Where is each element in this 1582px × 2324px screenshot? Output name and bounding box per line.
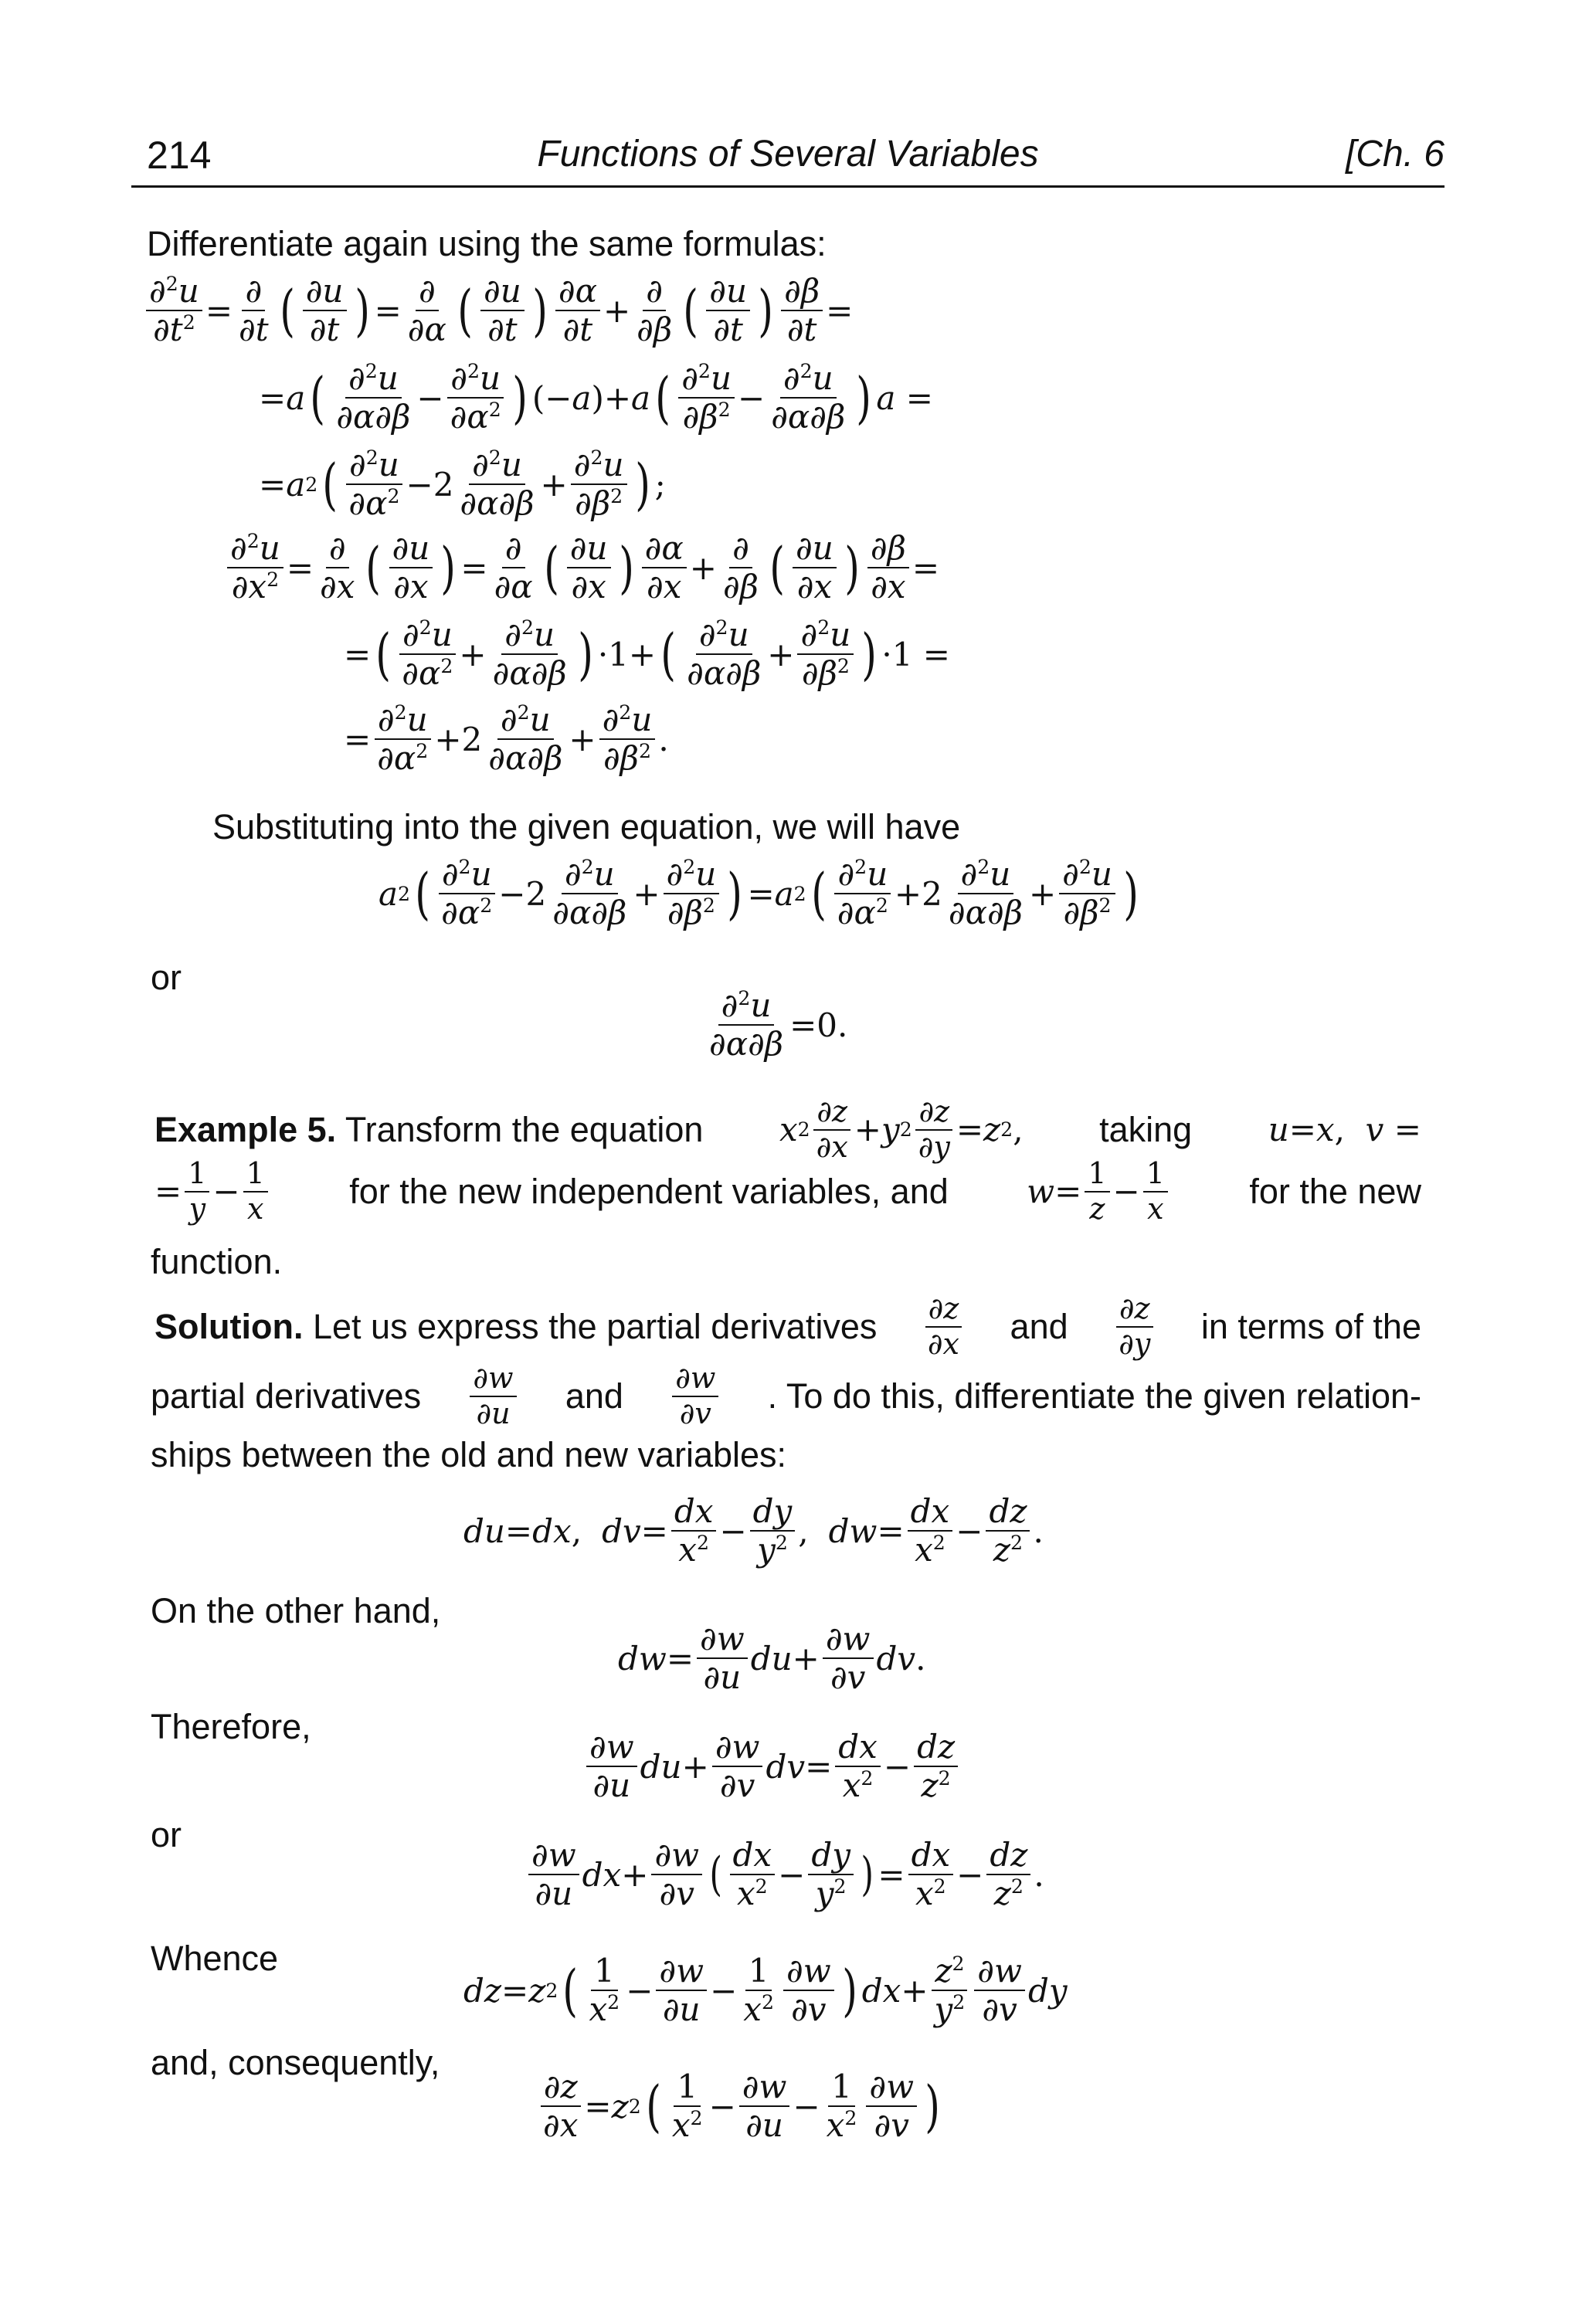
- text-on-the-other-hand: On the other hand,: [151, 1591, 441, 1630]
- equation-d2u-dx2: ∂$^2$u $\partial x^2$ = ∂ ∂x ( ∂u ∂x ) = ∂ ∂α ( ∂u ∂x ) ∂α ∂x + ∂ ∂β ( ∂u ∂x ) ∂β ∂x =: [224, 531, 939, 604]
- solution-line-2: partial derivatives ∂w ∂u and ∂w ∂v . To do this, differentiate the given relation-: [151, 1361, 1421, 1430]
- text-differentiate-again: Differentiate again using the same formulas:: [147, 224, 827, 263]
- partial-derivatives-text: partial derivatives: [151, 1376, 422, 1416]
- example-label: Example 5.: [154, 1109, 337, 1149]
- text-or-1: or: [151, 958, 182, 997]
- for-the-new-text: for the new: [1249, 1171, 1421, 1211]
- equation-result: $\frac{\partial^2u}{\partial\alpha\partial\beta}$ =0.: [709, 986, 848, 1064]
- equation-dz-dx: ∂z ∂x =z 2 ( 1 $x^2$ − ∂w ∂u − 1 $x^2$ ∂w ∂v ): [537, 2070, 945, 2142]
- equation-dz: dz=z 2 ( 1 $x^2$ − ∂w ∂u − 1 $x^2$ ∂w ∂v ) dx+ $z^2$ $y^2$ ∂w ∂v dy: [463, 1952, 1068, 2029]
- and-1: and: [1010, 1306, 1068, 1346]
- equation-therefore: ∂w ∂u du+ ∂w ∂v dv= dx $x^2$ − dz $z^2$: [583, 1730, 961, 1803]
- text-or-2: or: [151, 1815, 182, 1854]
- taking-label: taking: [1099, 1109, 1193, 1149]
- equation-or: ∂w ∂u dx+ ∂w ∂v ( dx $x^2$ − dy $y^2$ ) = dx $x^2$ − dz $z^2$ .: [525, 1838, 1044, 1911]
- text-whence: Whence: [151, 1939, 279, 1978]
- equation-d2u-dt2: ∂$^2$u $\partial t^2$ = ∂ ∂t ( ∂u ∂t ) = ∂ ∂α ( ∂u ∂t ) ∂α ∂t + ∂ ∂β ( ∂u ∂t ) ∂β ∂t =: [143, 274, 853, 347]
- text-function: function.: [151, 1242, 283, 1281]
- text-therefore: Therefore,: [151, 1707, 311, 1746]
- equation-line-6: = ∂$^2$u $\partial\alpha^2$ + 2 ∂$^2$u ∂α∂β + ∂$^2$u $\partial\beta^2$ .: [344, 701, 669, 778]
- example-equation: x 2 ∂z ∂x +y 2 ∂z ∂y =z 2 ,: [779, 1094, 1024, 1164]
- equation-line-2: =a ( ∂$^2$u ∂α∂β − ∂$^2$u $\partial\alpha^2$ ) (− a ) +a ( ∂$^2$u $\partial\beta^2$ − ∂$^2$u ∂α∂β ) a =: [259, 359, 933, 436]
- in-terms-text: in terms of the: [1200, 1306, 1421, 1346]
- equation-substituted: a 2 ( ∂$^2$u $\partial\alpha^2$ − 2 ∂$^2$u ∂α∂β + ∂$^2$u $\partial\beta^2$ ) =a 2 ( ∂$^2$u $\partial\alpha^2$ + 2 ∂$^2$u ∂α∂β + ∂$^2$u $\partial\beta^2$ ): [379, 855, 1139, 932]
- equation-differentials: du=dx , dv= dx $x^2$ − dy $y^2$ , dw= dx $x^2$ − dz $z^2$ .: [463, 1492, 1044, 1569]
- text-substituting: Substituting into the given equation, we will have: [212, 807, 961, 846]
- example-5-line-2: [154, 1156, 1421, 1226]
- solution-label: Solution.: [154, 1306, 304, 1346]
- solution-line-1: Solution. Let us express the partial derivatives ∂z ∂x and ∂z ∂y in terms of the: [154, 1291, 1421, 1361]
- example-line2-text: for the new independent variables, and: [349, 1171, 949, 1211]
- substitution-u-v: u=x , v =: [1268, 1111, 1421, 1149]
- running-title: Functions of Several Variables: [537, 134, 1039, 175]
- equation-dw: dw= ∂w ∂u du+ ∂w ∂v dv .: [618, 1620, 926, 1697]
- text-and-consequently: and, consequently,: [151, 2043, 440, 2082]
- substitution-w: w= 1 z − 1 x: [1027, 1159, 1171, 1225]
- equation-line-5: = ( ∂$^2$u $\partial\alpha^2$ + ∂$^2$u ∂α∂β ) ·1+ ( ∂$^2$u ∂α∂β + ∂$^2$u $\partial\beta^2$ ) ·1 =: [344, 616, 950, 693]
- page-header: [131, 116, 1445, 188]
- example-5-line-1: [154, 1094, 1421, 1164]
- substitution-v-value: = 1 y − 1 x: [154, 1159, 271, 1225]
- text-ships: ships between the old and new variables:: [151, 1435, 787, 1474]
- example-body: Transform the equation: [345, 1109, 704, 1149]
- equation-line-3: =a 2 ( ∂$^2$u $\partial\alpha^2$ − 2 ∂$^2$u ∂α∂β + ∂$^2$u $\partial\beta^2$ ) ;: [259, 446, 666, 523]
- solution-body: Let us express the partial derivatives: [312, 1306, 878, 1346]
- chapter-label: [Ch. 6: [1345, 134, 1445, 175]
- page-number: 214: [147, 134, 212, 177]
- to-do-this-text: . To do this, differentiate the given relation-: [767, 1376, 1421, 1416]
- and-2: and: [565, 1376, 623, 1416]
